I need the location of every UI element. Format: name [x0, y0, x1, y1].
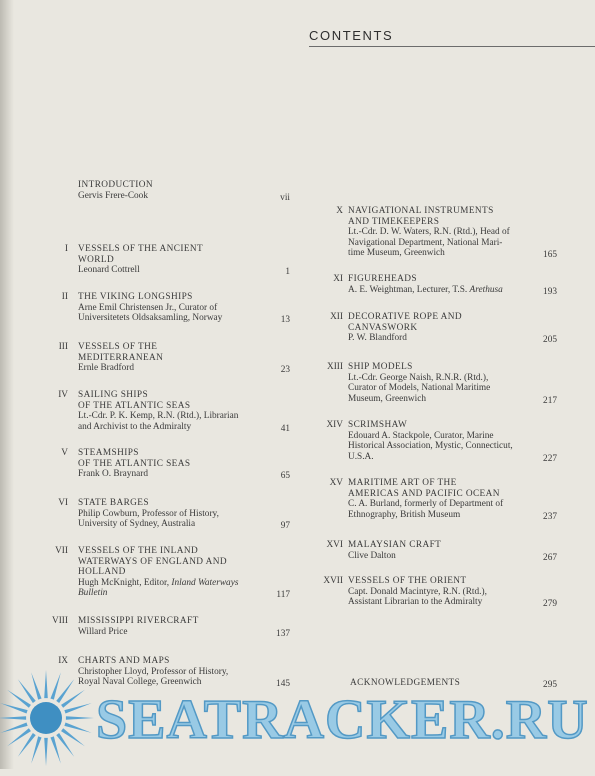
page-number: 23: [280, 365, 290, 376]
chapter-title: OF THE ATLANTIC SEAS: [78, 400, 191, 411]
chapter-title: WATERWAYS OF ENGLAND AND: [78, 556, 227, 567]
page-number: 145: [276, 679, 290, 690]
chapter-title: NAVIGATIONAL INSTRUMENTS: [348, 206, 494, 216]
chapter-title: SHIP MODELS: [348, 362, 413, 372]
page-number: 97: [280, 521, 290, 532]
chapter-title: VESSELS OF THE INLAND: [78, 546, 199, 556]
chapter-author: Gervis Frere-Cook: [78, 190, 148, 201]
chapter-title: VESSELS OF THE ORIENT: [348, 576, 467, 586]
chapter-numeral: IX: [58, 656, 68, 666]
chapter-author: Arne Emil Christensen Jr., Curator of: [78, 302, 218, 313]
page-heading: CONTENTS: [309, 28, 394, 43]
page-number: 41: [280, 423, 290, 434]
book-spine-shadow: [0, 0, 14, 769]
chapter-numeral: XVI: [326, 540, 343, 550]
page-number: 237: [543, 511, 557, 522]
chapter-author: Ethnography, British Museum: [348, 509, 461, 520]
page-number: vii: [280, 192, 290, 203]
chapter-author: Museum, Greenwich: [348, 393, 426, 404]
chapter-numeral: XI: [333, 274, 343, 284]
chapter-author: Philip Cowburn, Professor of History,: [78, 508, 219, 519]
page-number: 65: [280, 471, 290, 482]
page-number: 279: [543, 599, 557, 610]
acknowledgements-title: ACKNOWLEDGEMENTS: [350, 678, 461, 688]
chapter-title: SCRIMSHAW: [348, 420, 408, 430]
chapter-author: time Museum, Greenwich: [348, 248, 445, 259]
chapter-author: Christopher Lloyd, Professor of History,: [78, 666, 229, 677]
chapter-author: Clive Dalton: [348, 550, 396, 561]
chapter-title: VESSELS OF THE: [78, 342, 158, 352]
chapter-numeral: III: [58, 342, 68, 352]
chapter-numeral: IV: [58, 390, 68, 400]
page-number: 227: [543, 453, 557, 464]
chapter-numeral: VII: [55, 546, 68, 556]
heading-rule: [309, 46, 595, 47]
chapter-author: Lt.-Cdr. D. W. Waters, R.N. (Rtd.), Head of: [348, 227, 510, 238]
page-number: 1: [285, 267, 290, 278]
chapter-author: Universitetets Oldsaksamling, Norway: [78, 313, 223, 324]
acknowledgements-page: 295: [543, 680, 557, 690]
chapter-author: Lt.-Cdr. George Naish, R.N.R. (Rtd.),: [348, 372, 489, 383]
chapter-title: DECORATIVE ROPE AND: [348, 312, 463, 322]
chapter-title: MARITIME ART OF THE: [348, 478, 457, 488]
chapter-title: AND TIMEKEEPERS: [348, 216, 440, 227]
chapter-author: University of Sydney, Australia: [78, 519, 196, 530]
chapter-title: INTRODUCTION: [78, 180, 154, 190]
chapter-title: THE VIKING LONGSHIPS: [78, 292, 193, 302]
chapter-author: Bulletin: [78, 588, 108, 599]
page-number: 165: [543, 250, 557, 261]
chapter-author: C. A. Burland, formerly of Department of: [348, 499, 504, 510]
chapter-author: Historical Association, Mystic, Connecticut,: [348, 441, 513, 452]
chapter-numeral: XII: [330, 312, 343, 322]
chapter-author: Hugh McKnight, Editor, Inland Waterways: [78, 577, 239, 588]
chapter-numeral: XIII: [326, 362, 343, 372]
chapter-title: MALAYSIAN CRAFT: [348, 540, 442, 550]
chapter-numeral: XV: [329, 478, 343, 488]
chapter-numeral: I: [64, 244, 68, 254]
chapter-author: Navigational Department, National Mari-: [348, 237, 503, 248]
chapter-title: CHARTS AND MAPS: [78, 656, 170, 666]
chapter-title: OF THE ATLANTIC SEAS: [78, 458, 191, 469]
chapter-author: Frank O. Braynard: [78, 469, 148, 480]
chapter-author: Ernle Bradford: [78, 363, 135, 374]
page-number: 267: [543, 552, 557, 563]
page-number: 205: [543, 335, 557, 346]
chapter-title: WORLD: [78, 254, 115, 265]
chapter-title: VESSELS OF THE ANCIENT: [78, 244, 204, 254]
chapter-numeral: V: [61, 448, 68, 458]
chapter-numeral: XIV: [326, 420, 343, 430]
chapter-author: Capt. Donald Macintyre, R.N. (Rtd.),: [348, 586, 487, 597]
chapter-author: A. E. Weightman, Lecturer, T.S. Arethusa: [348, 284, 503, 295]
chapter-title: STEAMSHIPS: [78, 448, 139, 458]
chapter-title: MEDITERRANEAN: [78, 352, 164, 363]
page-number: 193: [543, 286, 557, 297]
chapter-author: Curator of Models, National Maritime: [348, 383, 491, 394]
chapter-author: Assistant Librarian to the Admiralty: [348, 597, 483, 608]
chapter-numeral: VIII: [51, 616, 68, 626]
chapter-author: P. W. Blandford: [348, 333, 407, 344]
chapter-title: STATE BARGES: [78, 498, 149, 508]
chapter-author: Royal Naval College, Greenwich: [78, 677, 202, 688]
page-number: 117: [276, 590, 290, 601]
chapter-author: Edouard A. Stackpole, Curator, Marine: [348, 430, 494, 441]
chapter-title: FIGUREHEADS: [348, 274, 417, 284]
chapter-numeral: X: [336, 206, 343, 216]
chapter-numeral: II: [61, 292, 68, 302]
chapter-author: Willard Price: [78, 626, 128, 637]
page-number: 217: [543, 395, 557, 406]
chapter-title: SAILING SHIPS: [78, 390, 149, 400]
chapter-title: AMERICAS AND PACIFIC OCEAN: [348, 488, 500, 499]
chapter-numeral: VI: [58, 498, 68, 508]
watermark-text: SEATRACKER.RU: [96, 689, 589, 751]
chapter-title: HOLLAND: [78, 567, 126, 578]
chapter-author: U.S.A.: [348, 451, 374, 462]
chapter-author: Leonard Cottrell: [78, 265, 140, 276]
chapter-author: Lt.-Cdr. P. K. Kemp, R.N. (Rtd.), Librarian: [78, 411, 239, 422]
chapter-numeral: XVII: [323, 576, 343, 586]
page-number: 137: [276, 628, 290, 639]
chapter-title: MISSISSIPPI RIVERCRAFT: [78, 616, 199, 626]
chapter-author: and Archivist to the Admiralty: [78, 421, 192, 432]
chapter-title: CANVASWORK: [348, 322, 418, 333]
page-number: 13: [280, 315, 290, 326]
